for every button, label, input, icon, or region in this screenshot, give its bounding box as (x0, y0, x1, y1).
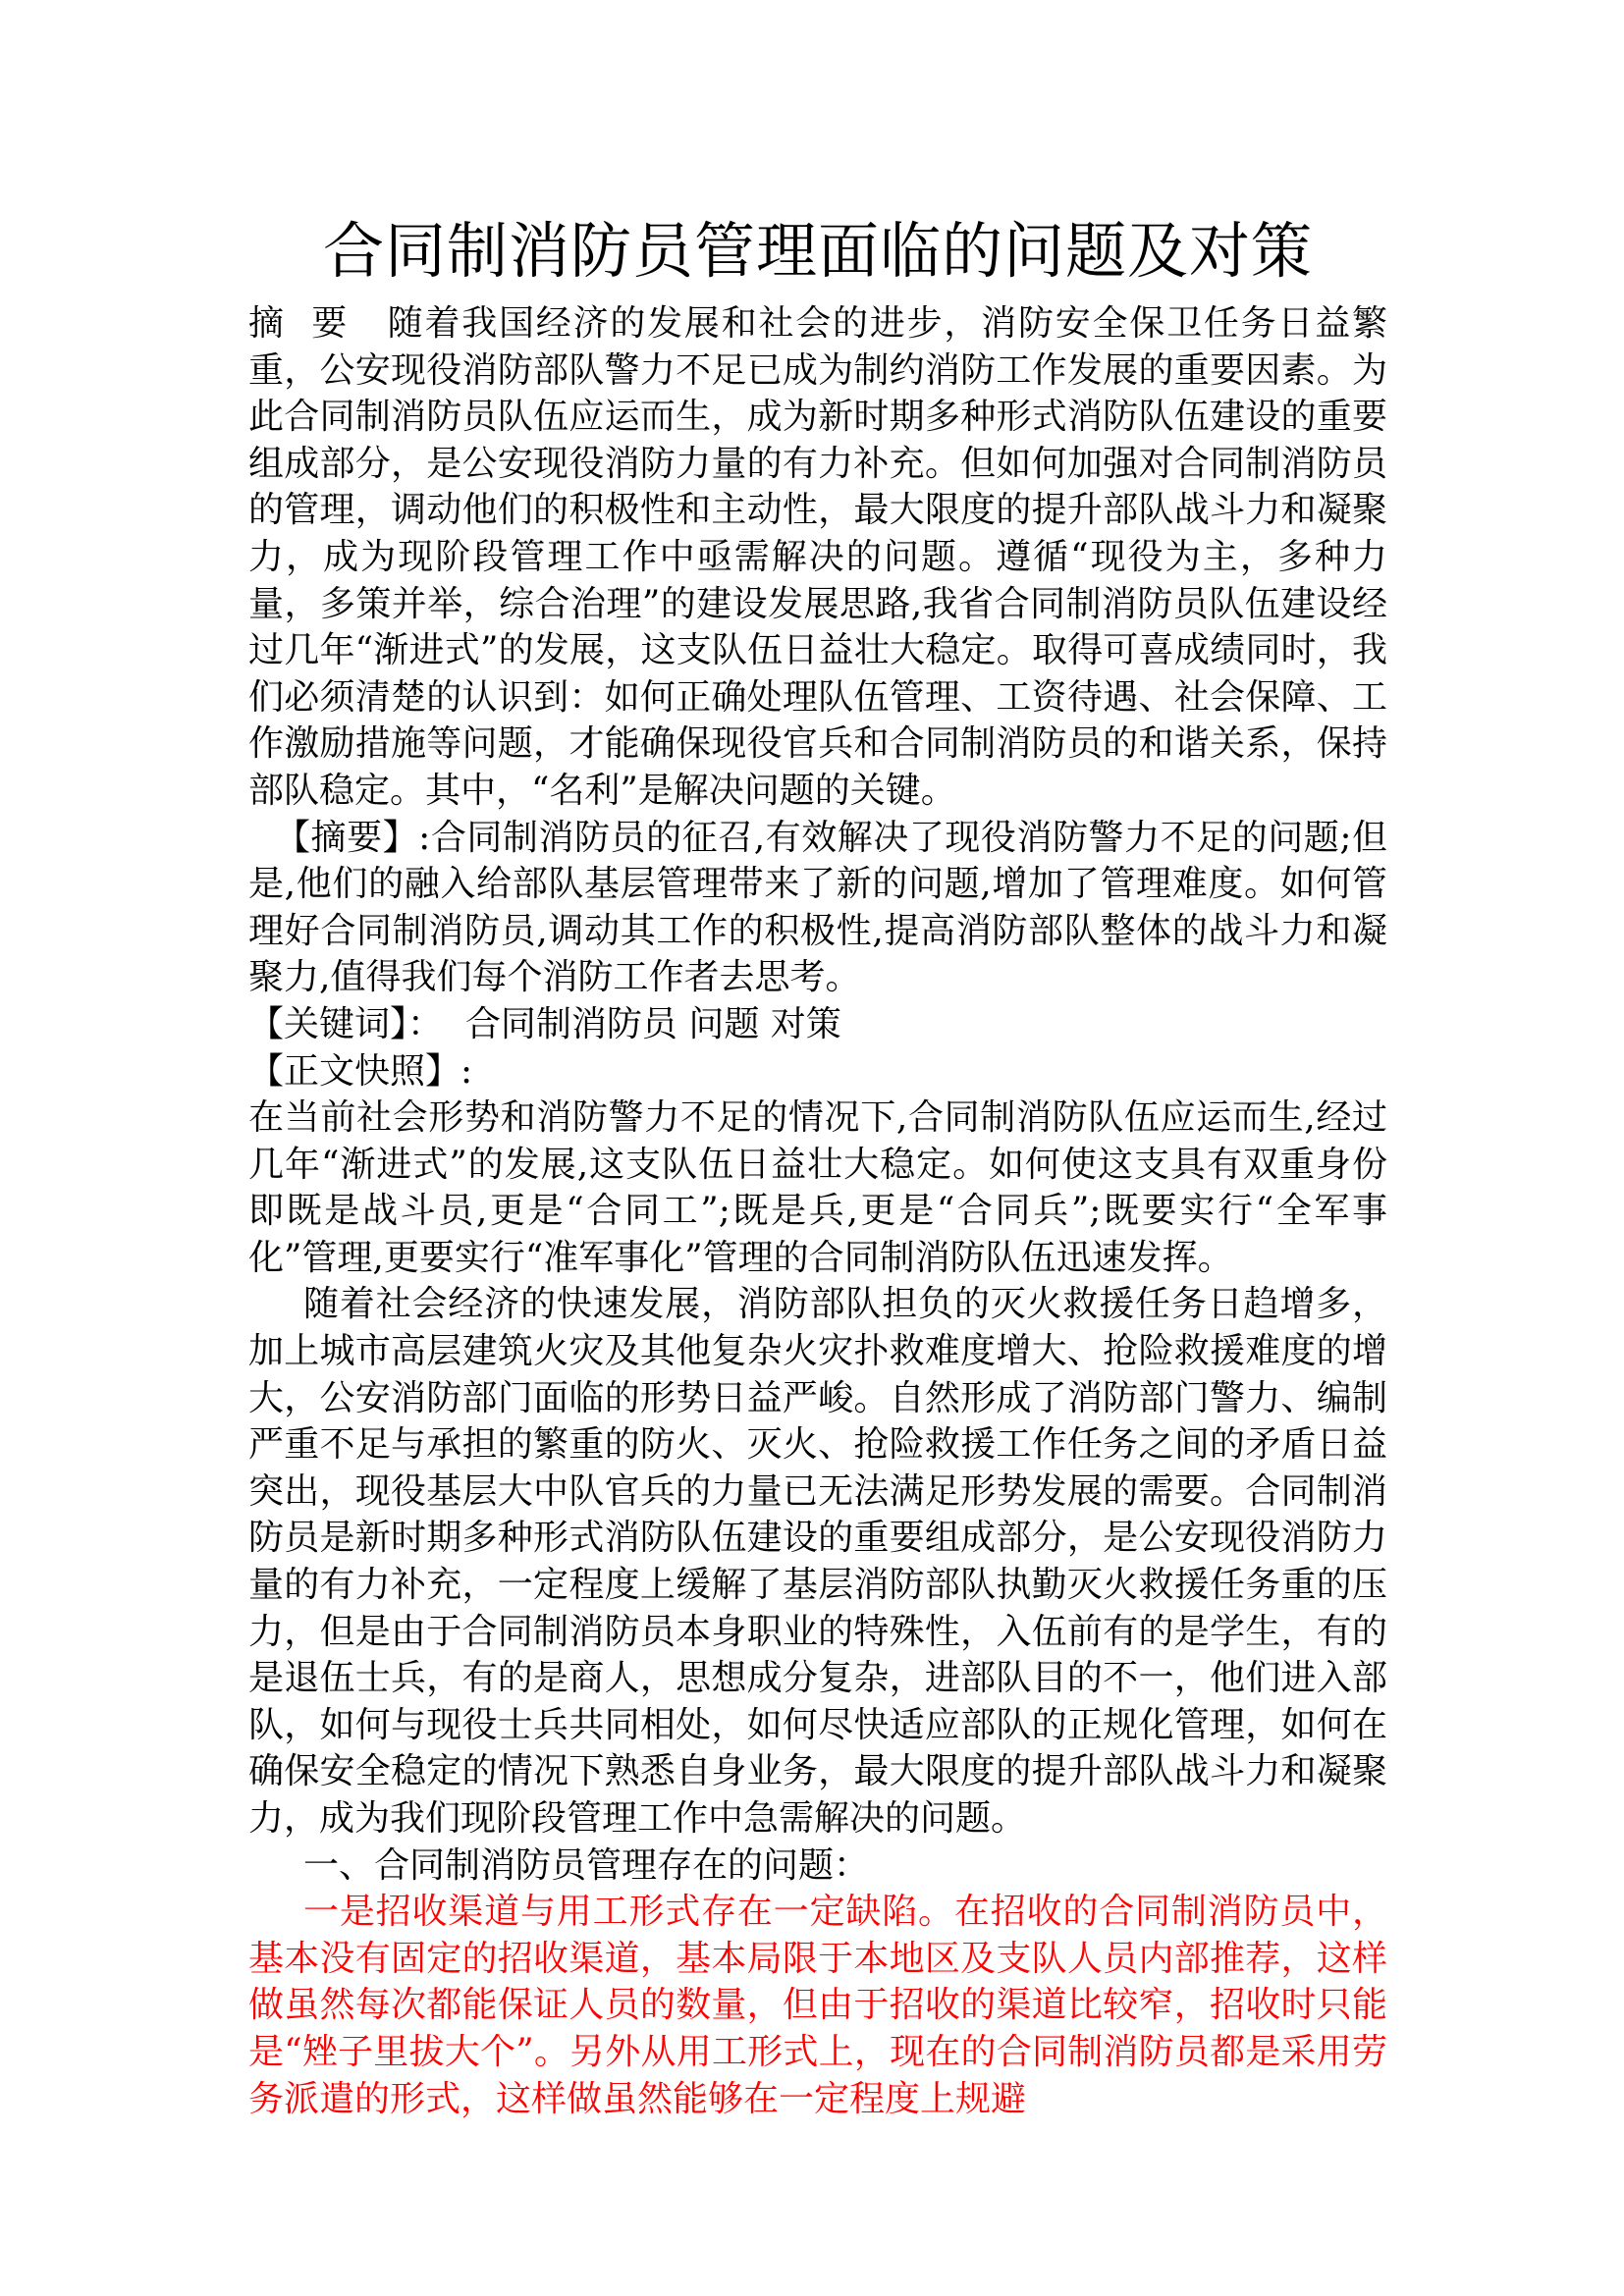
document-title: 合同制消防员管理面临的问题及对策 (322, 215, 1313, 287)
abstract-intro-paragraph: 摘 要 随着我国经济的发展和社会的进步，消防安全保卫任务日益繁重，公安现役消防部队警力不足已成为制约消防工作发展的重要因素。为此合同制消防员队伍应运而生，成为新时期多种形式消防队伍建设的重要组成部分，是公安现役消防力量的有力补充。但如何加强对合同制消防员的管理，调动他们的积极性和主动性，最大限度的提升部队战斗力和凝聚力，成为现阶段管理工作中亟需解决的问题。遵循“现役为主，多种力量，多策并举，综合治理”的建设发展思路,我省合同制消防员队伍建设经过几年“渐进式”的发展，这支队伍日益壮大稳定。取得可喜成绩同时，我们必须清楚的认识到：如何正确处理队伍管理、工资待遇、社会保障、工作激励措施等问题，才能确保现役官兵和合同制消防员的和谐关系，保持部队稳定。其中，“名利”是解决问题的关键。 (248, 303, 1387, 811)
section-heading: 一、合同制消防员管理存在的问题： (303, 1844, 870, 1886)
document-page (248, 208, 1387, 2122)
keywords-line: 【关键词】： 合同制消防员 问题 对策 (248, 1003, 841, 1044)
highlighted-paragraph: 一是招收渠道与用工形式存在一定缺陷。在招收的合同制消防员中，基本没有固定的招收渠道，基本局限于本地区及支队人员内部推荐，这样做虽然每次都能保证人员的数量，但由于招收的渠道比较窄，招收时只能是“矬子里拔大个”。另外从用工形式上，现在的合同制消防员都是采用劳务派遣的形式，这样做虽然能够在一定程度上规避 (248, 1892, 1387, 2119)
snapshot-paragraph: 在当前社会形势和消防警力不足的情况下,合同制消防队伍应运而生,经过几年“渐进式”的发展,这支队伍日益壮大稳定。如何使这支具有双重身份即既是战斗员,更是“合同工”;既是兵,更是“合同兵”;既要实行“全军事化”管理,更要实行“准军事化”管理的合同制消防队伍迅速发挥。 (248, 1097, 1387, 1278)
snapshot-label: 【正文快照】: (248, 1050, 473, 1092)
abstract-block-paragraph: 【摘要】:合同制消防员的征召,有效解决了现役消防警力不足的问题;但是,他们的融入给部队基层管理带来了新的问题,增加了管理难度。如何管理好合同制消防员,调动其工作的积极性,提高消防部队整体的战斗力和凝聚力,值得我们每个消防工作者去思考。 (248, 817, 1387, 998)
body-paragraph: 随着社会经济的快速发展，消防部队担负的灭火救援任务日趋增多，加上城市高层建筑火灾及其他复杂火灾扑救难度增大、抢险救援难度的增大，公安消防部门面临的形势日益严峻。自然形成了消防部门警力、编制严重不足与承担的繁重的防火、灭火、抢险救援工作任务之间的矛盾日益突出，现役基层大中队官兵的力量已无法满足形势发展的需要。合同制消防员是新时期多种形式消防队伍建设的重要组成部分，是公安现役消防力量的有力补充，一定程度上缓解了基层消防部队执勤灭火救援任务重的压力，但是由于合同制消防员本身职业的特殊性，入伍前有的是学生，有的是退伍士兵，有的是商人，思想成分复杂，进部队目的不一，他们进入部队，如何与现役士兵共同相处，如何尽快适应部队的正规化管理，如何在确保安全稳定的情况下熟悉自身业务，最大限度的提升部队战斗力和凝聚力，成为我们现阶段管理工作中急需解决的问题。 (248, 1284, 1387, 1839)
